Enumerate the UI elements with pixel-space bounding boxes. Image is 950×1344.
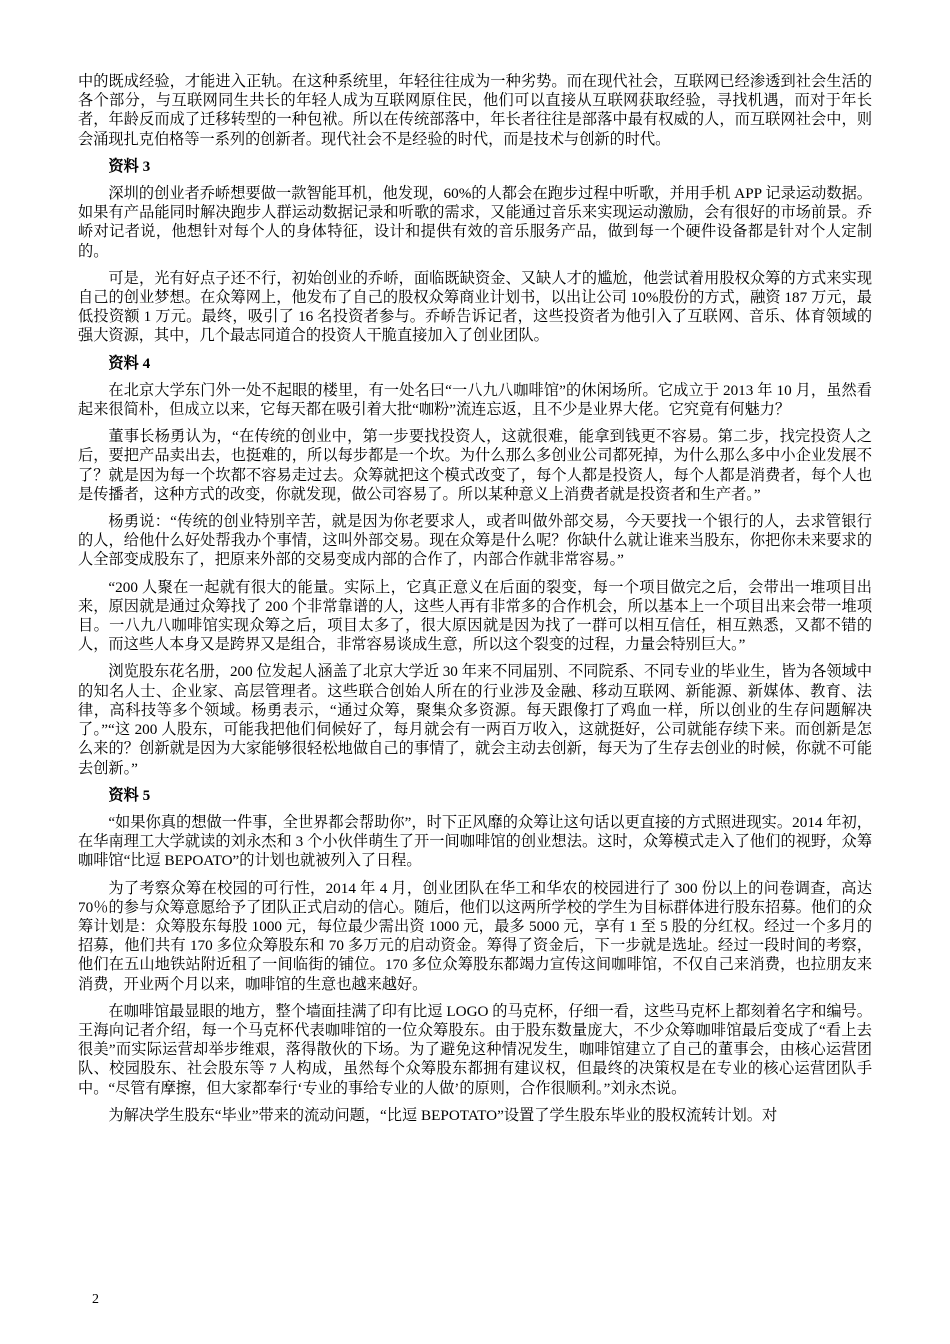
section-5-paragraph: 在咖啡馆最显眼的地方，整个墙面挂满了印有比逗 LOGO 的马克杯，仔细一看，这些马克杯上都刻着名字和编号。王海向记者介绍，每一个马克杯代表咖啡馆的一位众筹股东。由于股东数量庞大，不少众筹咖啡馆最后变成了“看上去很美”而实际运营却举步维艰，落得散伙的下场。为了避免这种情况发生，咖啡馆建立了自己的董事会，由核心运营团队、校园股东、社会股东等 7 人构成，虽然每个众筹股东都拥有建议权，但最终的决策权是在专业的核心运营团队手中。“尽管有摩擦，但大家都奉行‘专业的事给专业的人做’的原则，合作很顺利。”刘永杰说。 <box>78 1002 872 1097</box>
section-4-paragraph: 在北京大学东门外一处不起眼的楼里，有一处名曰“一八九八咖啡馆”的休闲场所。它成立于 2013 年 10 月，虽然看起来很简朴，但成立以来，它每天都在吸引着大批“咖粉”流连忘返，且不少是业界大佬。它究竟有何魅力？ <box>78 381 872 419</box>
section-4-paragraph: 浏览股东花名册，200 位发起人涵盖了北京大学近 30 年来不同届别、不同院系、不同专业的毕业生，皆为各领域中的知名人士、企业家、高层管理者。这些联合创始人所在的行业涉及金融、移动互联网、新能源、新媒体、教育、法律，高科技等多个领域。杨勇表示，“通过众筹，聚集众多资源。每天跟像打了鸡血一样，所以创业的生存问题解决了。”“这 200 人股东，可能我把他们伺候好了，每月就会有一两百万收入，这就挺好，公司就能存续下来。而创新是怎么来的？创新就是因为大家能够很轻松地做自己的事情了，就会主动去创新，每天为了生存去创业的时候，你就不可能去创新。” <box>78 663 872 777</box>
intro-paragraph: 中的既成经验，才能进入正轨。在这种系统里，年轻往往成为一种劣势。而在现代社会，互联网已经渗透到社会生活的各个部分，与互联网同生共长的年轻人成为互联网原住民，他们可以直接从互联网获取经验，寻找机遇，而对于年长者，年龄反而成了迁移转型的一种包袱。所以在传统部落中，年长者往往是部落中最有权威的人，而互联网社会中，则会涌现扎克伯格等一系列的创新者。现代社会不是经验的时代，而是技术与创新的时代。 <box>78 73 872 148</box>
section-5-paragraph: 为解决学生股东“毕业”带来的流动问题，“比逗 BEPOTATO”设置了学生股东毕业的股权流转计划。对 <box>108 1106 778 1124</box>
section-3-paragraph: 可是，光有好点子还不行，初始创业的乔峤，面临既缺资金、又缺人才的尴尬，他尝试着用股权众筹的方式来实现自己的创业梦想。在众筹网上，他发布了自己的股权众筹商业计划书，以出让公司 10%股份的方式，融资 187 万元，最低投资额 1 万元。最终，吸引了 16 名投资者参与。乔峤告诉记者，这些投资者为他引入了互联网、音乐、体育领域的强大资源，其中，几个最志同道合的投资人干脆直接加入了创业团队。 <box>78 269 872 345</box>
section-3-paragraph: 深圳的创业者乔峤想要做一款智能耳机，他发现，60%的人都会在跑步过程中听歌，并用手机 APP 记录运动数据。如果有产品能同时解决跑步人群运动数据记录和听歌的需求，又能通过音乐来实现运动激励，会有很好的市场前景。乔峤对记者说，他想针对每个人的身体特征，设计和提供有效的音乐服务产品，做到每一个硬件设备都是针对个人定制的。 <box>78 185 872 260</box>
section-4-paragraph: “200 人聚在一起就有很大的能量。实际上，它真正意义在后面的裂变，每一个项目做完之后，会带出一堆项目出来，原因就是通过众筹找了 200 个非常靠谱的人，这些人再有非常多的合作机会，所以基本上一个项目出来会带一堆项目。一八九八咖啡馆实现众筹之后，项目太多了，很大原因就是因为找了一群可以相互信任，相互熟悉，又都不错的人，而这些人本身又是跨界又是组合，非常容易谈成生意，所以这个裂变的过程，力量会特别巨大。” <box>78 578 872 654</box>
section-3 <box>78 157 872 346</box>
page-number: 2 <box>92 1292 99 1307</box>
section-5-paragraph: 为了考察众筹在校园的可行性，2014 年 4 月，创业团队在华工和华农的校园进行了 300 份以上的问卷调查，高达 70％的参与众筹意愿给予了团队正式启动的信心。随后，他们以这两所学校的学生为目标群体进行股东招募。他们的众筹计划是：众筹股东每股 1000 元，每位最少需出资 1000 元，最多 5000 元，享有 1 至 5 股的分红权。经过一个多月的招募，他们共有 170 多位众筹股东和 70 多万元的启动资金。筹得了资金后，下一步就是选址。经过一段时间的考察，他们在五山地铁站附近租了一间临街的铺位。170 多位众筹股东都竭力宣传这间咖啡馆，不仅自己来消费，也拉朋友来消费，开业两个月以来，咖啡馆的生意也越来越好。 <box>78 879 873 993</box>
section-3-heading: 资料 3 <box>108 157 151 175</box>
section-4-paragraph: 杨勇说：“传统的创业特别辛苦，就是因为你老要求人，或者叫做外部交易，今天要找一个银行的人，去求管银行的人，给他什么好处帮我办个事情，这叫外部交易。现在众筹是什么呢？你缺什么就让谁来当股东，你把你未来要求的人全部变成股东了，把原来外部的交易变成内部的合作了，内部合作就非常容易。” <box>78 513 872 569</box>
section-5-paragraph: “如果你真的想做一件事，全世界都会帮助你”，时下正风靡的众筹让这句话以更直接的方式照进现实。2014 年初，在华南理工大学就读的刘永杰和 3 个小伙伴萌生了开一间咖啡馆的创业想法。这时，众筹模式走入了他们的视野，众筹咖啡馆“比逗 BEPOATO”的计划也就被列入了日程。 <box>78 813 872 870</box>
section-5 <box>78 786 872 1125</box>
section-4-paragraph: 董事长杨勇认为，“在传统的创业中，第一步要找投资人，这就很难，能拿到钱更不容易。第二步，找完投资人之后，要把产品卖出去，也挺难的，所以每步都是一个坎。为什么那么多创业公司都死掉，为什么那么多中小企业发展不了？就是因为每一个坎都不容易走过去。众筹就把这个模式改变了，每个人都是投资人，每个人都是消费者，每个人也是传播者，这种方式的改变，你就发现，做公司容易了。所以某种意义上消费者就是投资者和生产者。” <box>78 428 872 503</box>
section-4 <box>78 354 872 778</box>
section-4-heading: 资料 4 <box>108 354 151 372</box>
section-5-heading: 资料 5 <box>108 786 151 804</box>
